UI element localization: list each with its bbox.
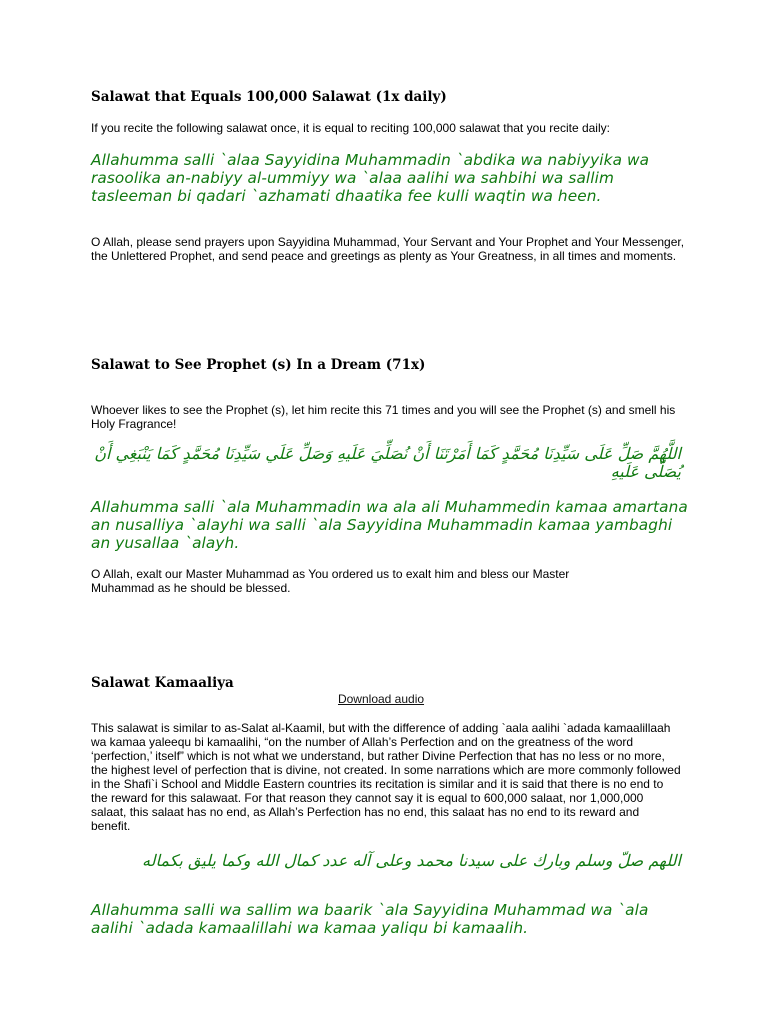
section-heading: Salawat Kamaaliya — [91, 675, 234, 691]
section-heading: Salawat that Equals 100,000 Salawat (1x daily) — [91, 89, 447, 105]
download-audio-link[interactable]: Download audio — [337, 692, 425, 706]
section-intro — [91, 121, 681, 135]
section-see-prophet-dream — [91, 356, 681, 374]
intro-paragraph: This salawat is similar to as-Salat al-Kaamil, but with the difference of adding `aala aalihi `adada kamaalillaah wa kamaa yaleequ bi kamaalihi, “on the number of Allah’s Perfection and on the greatness of the word ‘perfection,’ itself” which is not what we understand, but rather Divine Perfection that has no less or no more, the highest level of perfection that is divine, not created. In some narrations which are more commonly followed in the Shafi`i School and Middle Eastern countries its recitation is similar and it is said that there is no end to the reward for this salawaat. For that reason they cannot say it is equal to 600,000 salaat, nor 1,000,000 salaat, this salaat has no end, as Allah’s Perfection has no end, this salaat has no end to its reward and benefit. — [91, 721, 681, 833]
transliteration-text: Allahumma salli wa sallim wa baarik `ala Sayyidina Muhammad wa `ala aalihi `adada kamaalillahi wa kamaa yaliqu bi kamaalih. — [91, 901, 649, 937]
transliteration-block — [91, 498, 691, 552]
transliteration-text: Allahumma salli `ala Muhammadin wa ala ali Muhammedin kamaa amartana an nusalliya `alayhi wa salli `ala Sayyidina Muhammadin kamaa yambaghi an yusallaa `alayh. — [91, 498, 688, 552]
arabic-block — [91, 445, 681, 481]
intro-paragraph: If you recite the following salawat once, it is equal to reciting 100,000 salawat that you recite daily: — [91, 121, 610, 135]
arabic-block — [91, 852, 681, 870]
transliteration-text: Allahumma salli `alaa Sayyidina Muhammadin `abdika wa nabiyyika wa rasoolika an-nabiyy al-ummiyy wa `alaa aalihi wa sahbihi wa sallim tasleeman bi qadari `azhamati dhaatika fee kulli waqtin wa heen. — [91, 151, 650, 205]
section-intro — [91, 403, 686, 431]
translation-block — [91, 567, 631, 595]
audio-link-row — [91, 690, 671, 708]
translation-paragraph: O Allah, please send prayers upon Sayyidina Muhammad, Your Servant and Your Prophet and Your Messenger, the Unlettered Prophet, and send peace and greetings as plenty as Your Greatness, in all times and moments. — [91, 235, 685, 263]
section-intro — [91, 721, 681, 833]
translation-paragraph: O Allah, exalt our Master Muhammad as You ordered us to exalt him and bless our Master Muhammad as he should be blessed. — [91, 567, 570, 595]
section-heading: Salawat to See Prophet (s) In a Dream (71x) — [91, 357, 426, 373]
translation-block — [91, 235, 689, 263]
transliteration-block — [91, 151, 691, 205]
transliteration-block — [91, 901, 691, 937]
section-salawat-100000 — [91, 88, 681, 106]
intro-paragraph: Whoever likes to see the Prophet (s), let him recite this 71 times and you will see the Prophet (s) and smell his Holy Fragrance! — [91, 403, 676, 431]
arabic-text: اللهم صلّ وسلم وبارك على سيدنا محمد وعلى آله عدد كمال الله وكما يليق بكماله — [142, 851, 681, 870]
arabic-text: اللَّهُمَّ صَلِّ عَلَى سَيِّدِنَا مُحَمَّدٍ كَمَا أَمَرْتَنَا أَنْ نُصَلِّيَ عَلَيهِ وَصَلِّ عَلَي سَيِّدِنَا مُحَمَّدٍ كَمَا يَنْبَغِي أَنْ يُصَلَّى عَلَيهِ — [94, 444, 681, 481]
